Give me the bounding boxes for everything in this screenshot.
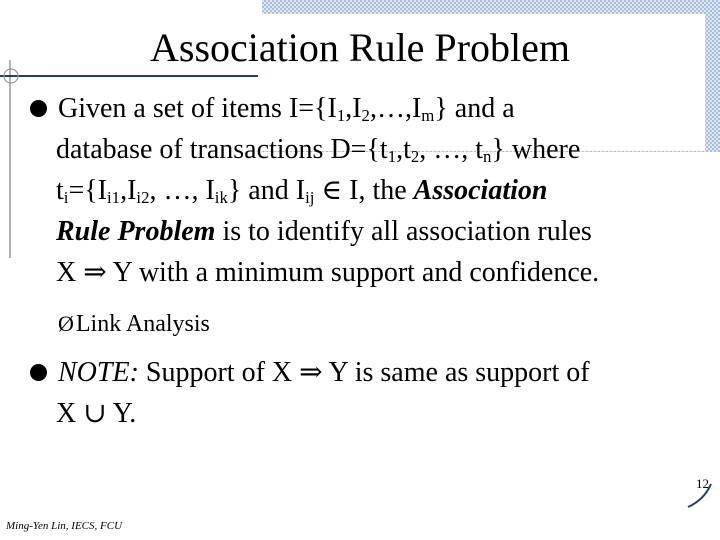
text-line: NOTE: Support of X ⇒ Y is same as support of xyxy=(58,357,590,388)
bullet-note xyxy=(30,352,690,434)
text-line: Rule Problem is to identify all association rules xyxy=(56,216,592,247)
text-line: $t_i=\{I_{i1},I_{i2}$, …, $I_{ik}$} and $I_{ij}$ ∈ I, the Association xyxy=(56,175,548,208)
note-label: NOTE: xyxy=(58,357,139,388)
bullet-association-rule xyxy=(30,88,690,293)
page-number: 12 xyxy=(696,476,709,491)
sub-bullet-text: Link Analysis xyxy=(75,311,210,337)
text-line: Given a set of items $I=\{I_1,I_2,\dots,I_m\}$ and a xyxy=(58,93,515,126)
text-line: X ⇒ Y with a minimum support and confidence. xyxy=(56,257,600,288)
sub-bullet-link-analysis xyxy=(58,308,210,340)
page-title: Association Rule Problem xyxy=(150,25,570,70)
footer-author: Ming-Yen Lin, IECS, FCU xyxy=(6,520,123,532)
text-line: X ∪ Y. xyxy=(56,398,137,429)
bullet-dot xyxy=(30,100,47,117)
arrow-bullet-icon: Ø xyxy=(58,311,74,336)
bullet-dot xyxy=(30,364,47,381)
text-line: database of transactions $D=\{t_1,t_2$, …, $t_n$} where xyxy=(56,134,581,167)
